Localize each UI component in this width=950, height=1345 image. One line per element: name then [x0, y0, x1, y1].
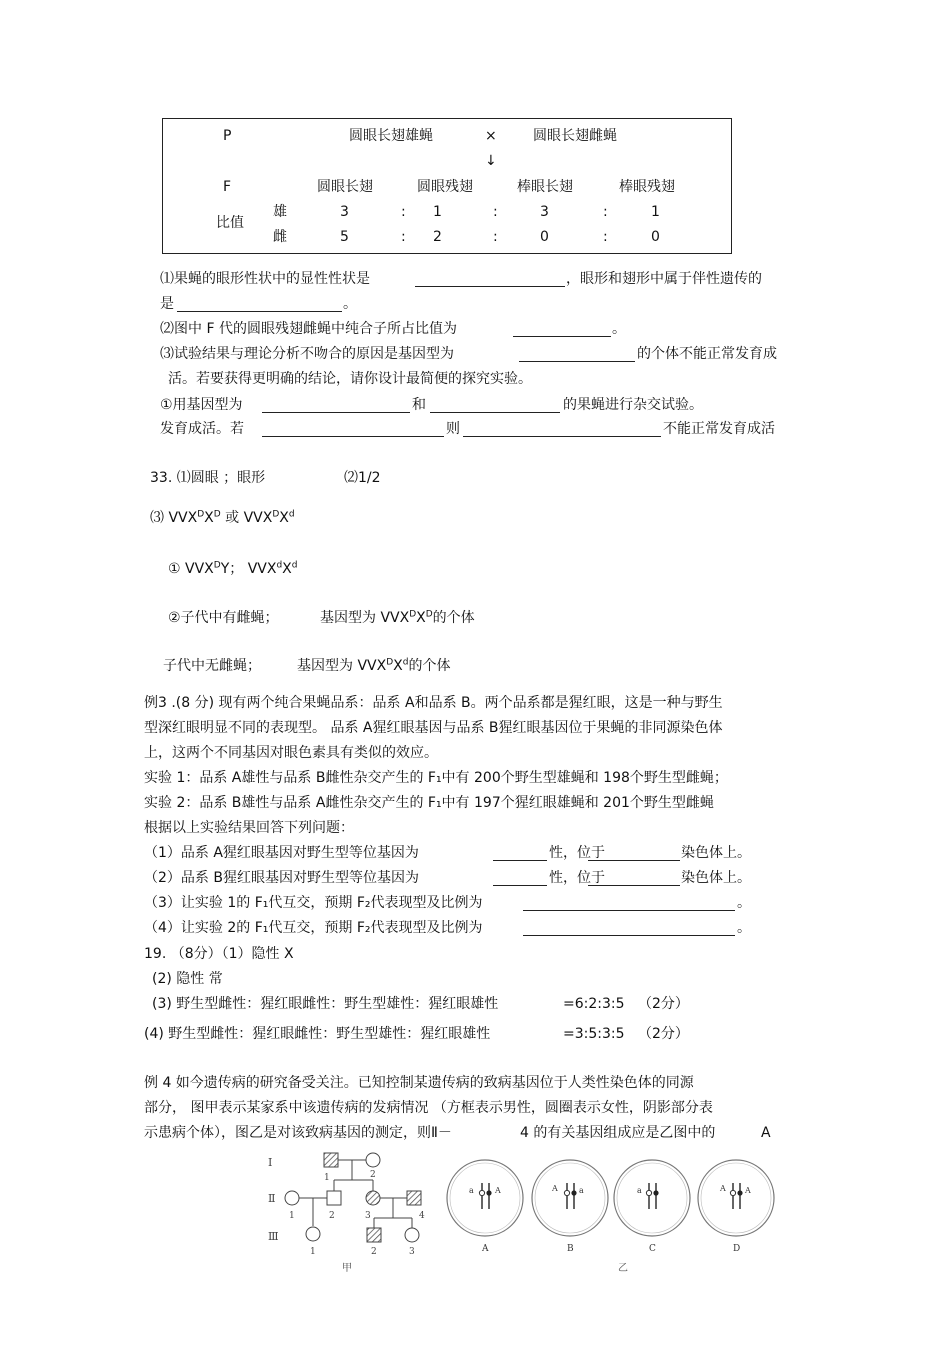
q5-text: 发育成活。若 [160, 421, 244, 437]
allele-label: A [552, 1184, 558, 1193]
ex3-line1: 例3 .(8 分) 现有两个纯合果蝇品系：品系 A和品系 B。两个品系都是猩红眼，这是一种与野生 [144, 695, 723, 711]
pedigree-num: 3 [409, 1247, 415, 1257]
pedigree-male-affected [324, 1153, 338, 1167]
ans33-line5a: 子代中无雌蝇； [163, 658, 261, 674]
ex3-q2b: 性，位于 [549, 870, 605, 886]
q5-text-b: 则 [446, 421, 460, 437]
table-cell: 0 [651, 229, 660, 245]
ans19-line4: (4) 野生型雌性：猩红眼雌性：野生型雄性：猩红眼雄性 [144, 1026, 491, 1042]
ex3-q1b: 性，位于 [549, 845, 605, 861]
ex3-q1c: 染色体上。 [681, 845, 751, 861]
answer-blank[interactable] [523, 896, 735, 911]
ex3-q4: （4）让实验 2的 F₁代互交，预期 F₂代表现型及比例为 [144, 920, 483, 936]
circle-label: C [649, 1244, 656, 1254]
q3-text-c: 活。若要获得更明确的结论，请你设计最简便的探究实验。 [168, 371, 532, 387]
pedigree-num: 1 [289, 1211, 295, 1221]
pedigree-female [285, 1191, 299, 1205]
p-male: 圆眼长翅雄蝇 [349, 128, 433, 144]
circle-label: D [733, 1244, 741, 1254]
answer-blank[interactable] [519, 347, 635, 362]
pedigree-num: 2 [370, 1170, 376, 1180]
answer-blank[interactable] [523, 921, 735, 936]
pedigree-num: 1 [324, 1173, 330, 1183]
answer-blank[interactable] [430, 398, 560, 413]
table-sep: : [603, 229, 608, 245]
pedigree-male-affected [407, 1191, 421, 1205]
ex3-q3b: 。 [737, 895, 751, 911]
ans19-line3: (3) 野生型雌性：猩红眼雌性：野生型雄性：猩红眼雄性 [152, 996, 499, 1012]
answer-blank[interactable] [588, 846, 680, 861]
table-cell: 5 [340, 229, 349, 245]
q4-text-c: 的果蝇进行杂交试验。 [563, 397, 703, 413]
circles-caption: 乙 [618, 1263, 628, 1274]
ex3-q1: （1）品系 A猩红眼基因对野生型等位基因为 [144, 845, 419, 861]
ex4-line1: 例 4 如今遗传病的研究备受关注。已知控制某遗传病的致病基因位于人类性染色体的同源 [144, 1075, 694, 1091]
table-sep: : [401, 229, 406, 245]
pedigree-num: 2 [329, 1211, 335, 1221]
header-4: 棒眼残翅 [619, 179, 675, 195]
ex4-line3c: A [761, 1125, 771, 1141]
ex3-q2: （2）品系 B猩红眼基因对野生型等位基因为 [144, 870, 419, 886]
ex4-line2: 部分， 图甲表示某家系中该遗传病的发病情况 （方框表示男性，圆圈表示女性，阴影部分表 [144, 1100, 713, 1116]
pedigree-male [327, 1191, 341, 1205]
allele-label: A [720, 1184, 726, 1193]
header-3: 棒眼长翅 [517, 179, 573, 195]
answer-blank[interactable] [463, 422, 661, 437]
gen-label: Ⅰ [268, 1156, 273, 1169]
ex3-line4: 实验 1：品系 A雄性与品系 B雌性杂交产生的 F₁中有 200个野生型雄蝇和 198个野生型雌蝇； [144, 770, 728, 786]
ex3-q4b: 。 [737, 920, 751, 936]
ex4-line3a: 示患病个体），图乙是对该致病基因的测定，则Ⅱ－ [144, 1125, 452, 1141]
ans33-line4b: 基因型为 $VVX^DX^D$的个体 [320, 609, 475, 626]
ex3-q3: （3）让实验 1的 F₁代互交，预期 F₂代表现型及比例为 [144, 895, 483, 911]
q3-text: ⑶试验结果与理论分析不吻合的原因是基因型为 [160, 346, 454, 362]
allele-label: a [637, 1186, 642, 1195]
gen-label: Ⅱ [268, 1192, 276, 1205]
table-cell: 3 [340, 204, 349, 220]
q2-text-b: 。 [612, 321, 626, 337]
answer-blank[interactable] [177, 297, 342, 312]
q4-text: ①用基因型为 [160, 397, 243, 413]
cross-sign: × [485, 128, 497, 144]
cross-table [162, 118, 732, 254]
answer-blank[interactable] [588, 871, 680, 886]
answer-blank[interactable] [415, 272, 565, 287]
header-2: 圆眼残翅 [417, 179, 473, 195]
ans19-line3-ratio: =6:2:3:5 [563, 996, 625, 1012]
pedigree-num: 1 [310, 1247, 316, 1257]
answer-blank[interactable] [262, 422, 444, 437]
pedigree-female-affected [366, 1191, 380, 1205]
ans19-line4-ratio: =3:5:3:5 [563, 1026, 625, 1042]
ans33-line3: ① $VVX^DY$； $VVX^dX^d$ [168, 560, 298, 577]
row-male-sex: 雄 [273, 204, 287, 220]
allele-label: A [745, 1186, 751, 1195]
ex4-line3b: 4 的有关基因组成应是乙图中的 [520, 1125, 716, 1141]
circle-label: B [567, 1244, 574, 1254]
ans19-line2: (2) 隐性 常 [152, 971, 223, 987]
gene-circles-diagram [440, 1153, 780, 1278]
answer-blank[interactable] [262, 398, 410, 413]
circle-label: A [482, 1244, 489, 1254]
allele-label: a [579, 1186, 584, 1195]
answer-blank[interactable] [493, 871, 547, 886]
table-cell: 1 [433, 204, 442, 220]
pedigree-female [405, 1228, 419, 1242]
pedigree-num: 2 [371, 1247, 377, 1257]
table-sep: : [493, 229, 498, 245]
p-label: P [223, 128, 232, 144]
ex3-line3: 上，这两个不同基因对眼色素具有类似的效应。 [144, 745, 438, 761]
ans33-line4a: ②子代中有雌蝇； [168, 610, 279, 626]
q1-text-b: ，眼形和翅形中属于伴性遗传的 [566, 271, 762, 287]
p-female: 圆眼长翅雌蝇 [533, 128, 617, 144]
q5-text-c: 不能正常发育成活 [663, 421, 775, 437]
row-female-sex: 雌 [273, 229, 287, 245]
ans19-line4-score: （2分） [638, 1026, 689, 1042]
allele-label: A [495, 1186, 501, 1195]
ans33-line1b: ⑵1/2 [344, 470, 381, 486]
ans19-line1: 19. （8分）（1）隐性 X [144, 946, 294, 962]
answer-blank[interactable] [513, 322, 611, 337]
pedigree-diagram [262, 1148, 437, 1278]
table-sep: : [493, 204, 498, 220]
ratio-label: 比值 [216, 215, 244, 231]
pedigree-num: 3 [365, 1211, 371, 1221]
q1-text-c: 是 [160, 296, 174, 312]
table-cell: 0 [540, 229, 549, 245]
table-sep: : [401, 204, 406, 220]
ex3-line2: 型深红眼明显不同的表现型。 品系 A猩红眼基因与品系 B猩红眼基因位于果蝇的非同源染色体 [144, 720, 723, 736]
table-sep: : [603, 204, 608, 220]
ex3-line5: 实验 2：品系 B雄性与品系 A雌性杂交产生的 F₁中有 197个猩红眼雄蝇和 201个野生型雌蝇 [144, 795, 714, 811]
pedigree-num: 4 [419, 1211, 425, 1221]
allele-label: a [469, 1186, 474, 1195]
q1-text-d: 。 [343, 296, 357, 312]
ans33-line5b: 基因型为 $VVX^DX^d$的个体 [297, 657, 451, 674]
q2-text: ⑵图中 F 代的圆眼残翅雌蝇中纯合子所占比值为 [160, 321, 457, 337]
table-cell: 3 [540, 204, 549, 220]
ex3-line6: 根据以上实验结果回答下列问题： [144, 820, 354, 836]
answer-blank[interactable] [493, 846, 547, 861]
table-cell: 2 [433, 229, 442, 245]
ans33-line1: 33. ⑴圆眼 ；眼形 [150, 470, 266, 486]
ans33-line2: ⑶ $VVX^DX^D$ 或 $VVX^DX^d$ [150, 509, 295, 526]
table-cell: 1 [651, 204, 660, 220]
pedigree-caption: 甲 [342, 1263, 352, 1274]
down-arrow: ↓ [485, 153, 497, 169]
header-1: 圆眼长翅 [317, 179, 373, 195]
f-label: F [223, 179, 232, 195]
q3-text-b: 的个体不能正常发育成 [637, 346, 777, 362]
pedigree-female [306, 1227, 320, 1241]
pedigree-male-affected [367, 1228, 381, 1242]
ans19-line3-score: （2分） [638, 996, 689, 1012]
q1-text: ⑴果蝇的眼形性状中的显性性状是 [160, 271, 370, 287]
q4-text-b: 和 [412, 397, 426, 413]
ex3-q2c: 染色体上。 [681, 870, 751, 886]
gen-label: Ⅲ [268, 1230, 279, 1243]
pedigree-female [366, 1153, 380, 1167]
